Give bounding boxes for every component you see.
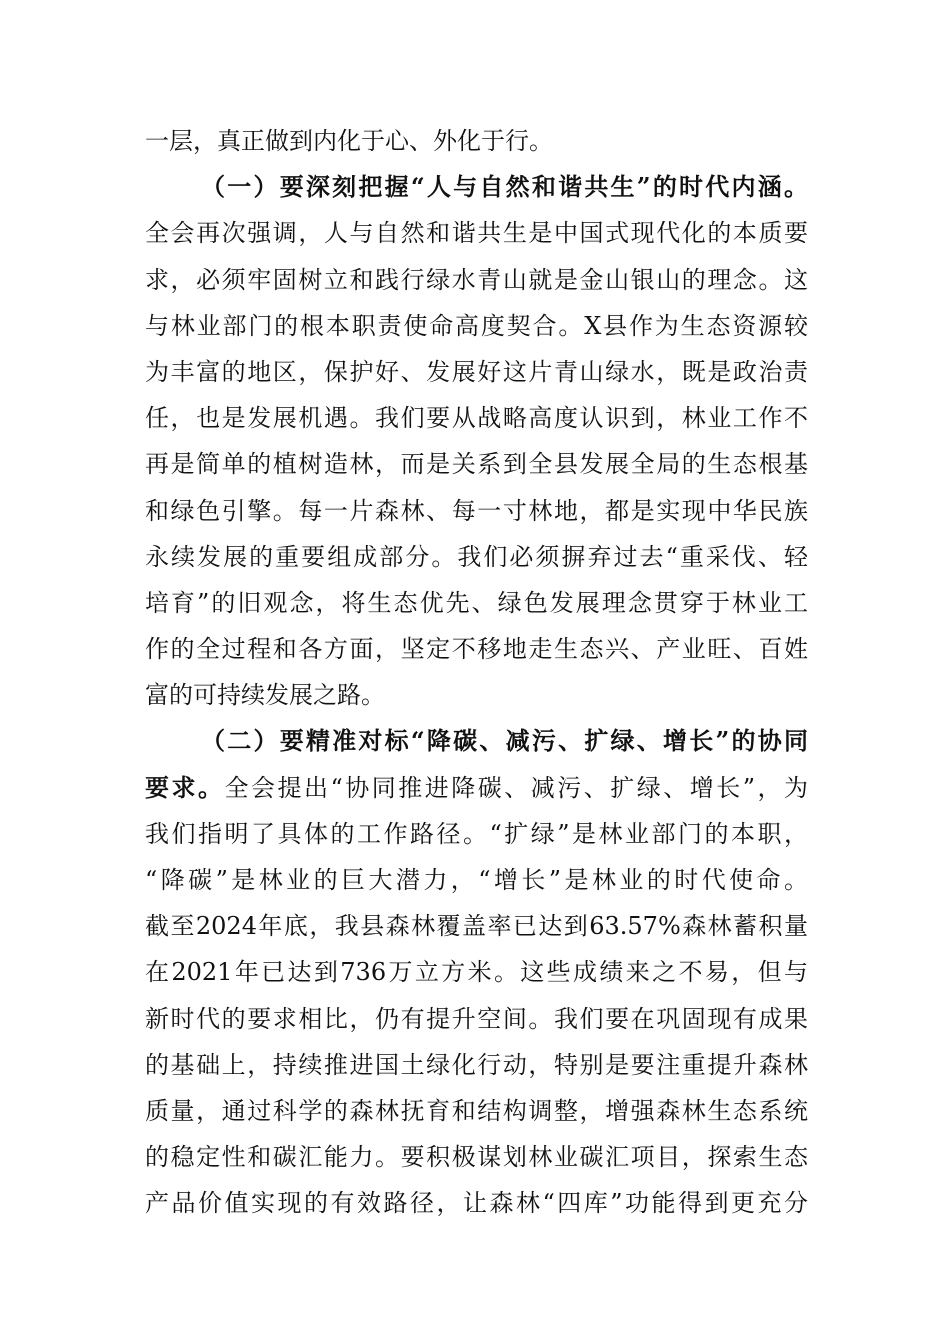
text-line: 一层，真正做到内化于心、外化于行。 [145, 127, 553, 155]
text-line: 和绿色引擎。每一片森林、每一寸林地，都是实现中华民族 [145, 496, 808, 525]
text-line: 培育”的旧观念，将生态优先、绿色发展理念贯穿于林业工 [145, 588, 808, 617]
text-line: 的基础上，持续推进国土绿化行动，特别是要注重提升森林 [145, 1050, 808, 1079]
text-line: 截至2024年底，我县森林覆盖率已达到63.57%森林蓄积量 [145, 912, 808, 941]
text-line: 在2021年已达到736万立方米。这些成绩来之不易，但与 [145, 958, 808, 987]
text-line [145, 765, 808, 811]
text-line: 永续发展的重要组成部分。我们必须摒弃过去“重采伐、轻 [145, 542, 808, 571]
text-line: 的稳定性和碳汇能力。要积极谋划林业碳汇项目，探索生态 [145, 1143, 808, 1172]
text-line: 求，必须牢固树立和践行绿水青山就是金山银山的理念。这 [145, 265, 808, 294]
text-line: 任，也是发展机遇。我们要从战略高度认识到，林业工作不 [145, 404, 808, 433]
text-line: 产品价值实现的有效路径，让森林“四库”功能得到更充分 [145, 1189, 808, 1218]
section-heading-2: （二）要精准对标“降碳、减污、扩绿、增长”的协同 [201, 726, 808, 756]
text-line: 作的全过程和各方面，坚定不移地走生态兴、产业旺、百姓 [145, 635, 808, 664]
section-heading-1: （一）要深刻把握“人与自然和谐共生”的时代内涵。 [201, 172, 808, 202]
text-line-rest: 全会提出“协同推进降碳、减污、扩绿、增长”，为 [224, 773, 808, 802]
text-line: 我们指明了具体的工作路径。“扩绿”是林业部门的本职， [145, 819, 808, 848]
text-line: 新时代的要求相比，仍有提升空间。我们要在巩固现有成果 [145, 1004, 808, 1033]
text-line: “降碳”是林业的巨大潜力，“增长”是林业的时代使命。 [145, 866, 808, 894]
body-text [145, 118, 808, 1227]
text-line: 富的可持续发展之路。 [145, 681, 385, 710]
text-line: 与林业部门的根本职责使命高度契合。X县作为生态资源较 [145, 311, 808, 340]
heading-2-continuation: 要求。 [145, 772, 225, 802]
text-line: 全会再次强调，人与自然和谐共生是中国式现代化的本质要 [145, 219, 808, 248]
text-line: 再是简单的植树造林，而是关系到全县发展全局的生态根基 [145, 450, 808, 479]
text-line: 为丰富的地区，保护好、发展好这片青山绿水，既是政治责 [145, 357, 808, 386]
text-line: 质量，通过科学的森林抚育和结构调整，增强森林生态系统 [145, 1096, 808, 1125]
